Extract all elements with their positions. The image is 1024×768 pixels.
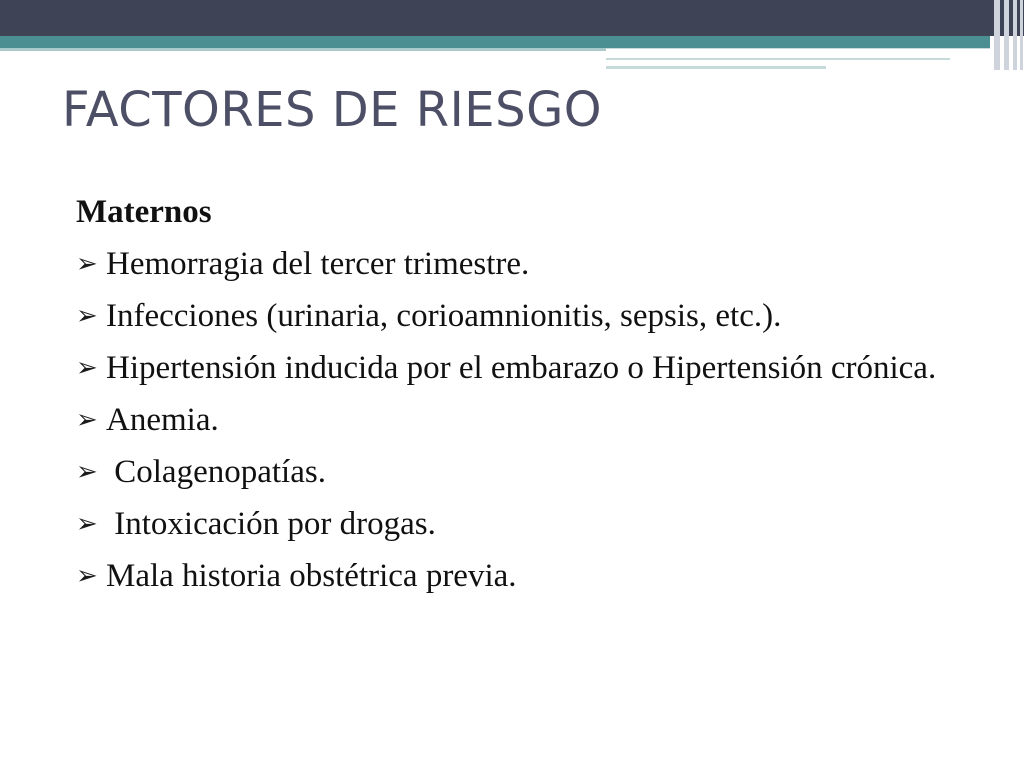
arrow-right-icon: ➢ [76, 561, 98, 591]
list-item-text: Hemorragia del tercer trimestre. [106, 246, 530, 282]
list-item-text: Mala historia obstétrica previa. [106, 558, 517, 594]
list-item-text: Hipertensión inducida por el embarazo o Hipertensión crónica. [106, 350, 937, 386]
accent-band [0, 36, 990, 48]
list-item-text: Colagenopatías. [106, 454, 326, 490]
list-item-text: Anemia. [106, 402, 219, 438]
list-item-text: Intoxicación por drogas. [106, 506, 436, 542]
arrow-right-icon: ➢ [76, 405, 98, 435]
arrow-right-icon: ➢ [76, 249, 98, 279]
list-item [76, 242, 976, 287]
list-item [76, 294, 976, 339]
list-item [76, 450, 976, 495]
slide-content [76, 190, 976, 606]
list-item-text: Infecciones (urinaria, corioamnionitis, sepsis, etc.). [106, 298, 782, 334]
arrow-right-icon: ➢ [76, 457, 98, 487]
arrow-right-icon: ➢ [76, 353, 98, 383]
arrow-right-icon: ➢ [76, 509, 98, 539]
header-bar [0, 0, 1024, 36]
section-subheading: Maternos [76, 194, 212, 230]
decorative-vertical-bars [990, 0, 1024, 70]
decorative-line [606, 66, 826, 69]
list-item [76, 502, 976, 547]
risk-factor-list [76, 242, 976, 599]
arrow-right-icon: ➢ [76, 301, 98, 331]
decorative-line [606, 58, 950, 60]
list-item [76, 346, 976, 391]
list-item [76, 398, 976, 443]
slide-title: FACTORES DE RIESGO [62, 82, 603, 138]
decorative-strip [606, 48, 990, 63]
accent-line [0, 48, 606, 51]
list-item [76, 554, 976, 599]
